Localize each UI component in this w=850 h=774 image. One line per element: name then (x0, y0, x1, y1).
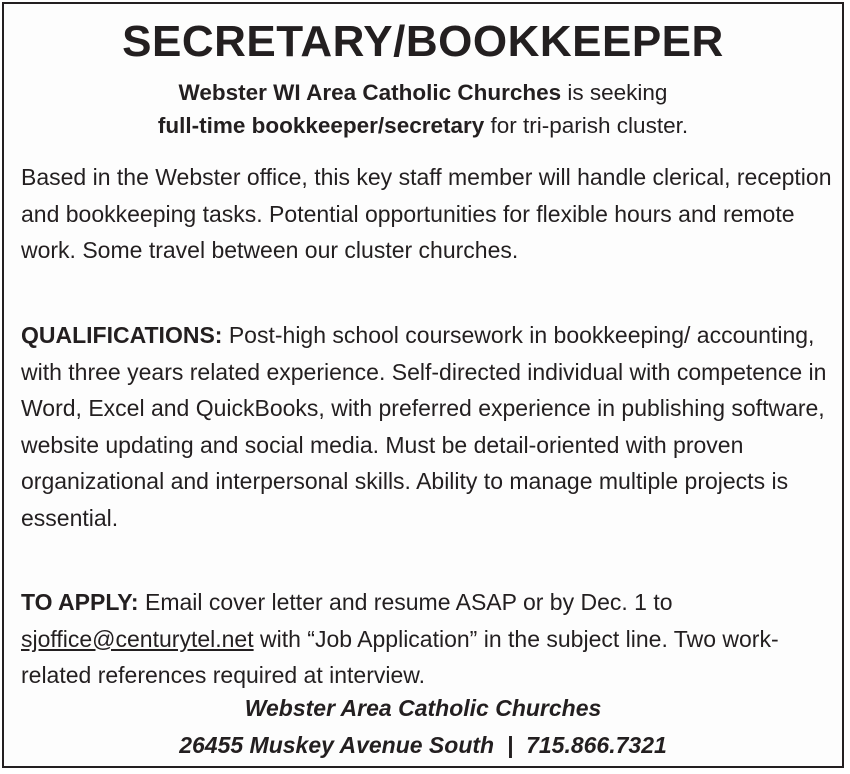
apply-text-before: Email cover letter and resume ASAP or by Dec. 1 to (138, 589, 673, 615)
apply-text-after: with “Job Application” in the subject line. Two work-related references required at interview. (21, 625, 779, 688)
email-link[interactable]: sjoffice@centurytel.net (21, 625, 254, 652)
apply (21, 584, 836, 694)
footer-org: Webster Area Catholic Churches (244, 695, 602, 721)
ad-title: SECRETARY/BOOKKEEPER (122, 17, 724, 66)
intro-text-2: for tri-parish cluster. (484, 113, 689, 138)
intro-line-2 (4, 109, 842, 142)
intro-text-1: is seeking (561, 80, 668, 105)
position-name: full-time bookkeeper/secretary (157, 113, 485, 138)
org-name: Webster WI Area Catholic Churches (178, 80, 562, 105)
qualifications-label: QUALIFICATIONS: (21, 322, 223, 348)
intro-line-1 (4, 76, 842, 109)
footer-address-phone: 26455 Muskey Avenue South | 715.866.7321 (179, 732, 667, 758)
qualifications-text: Post-high school coursework in bookkeeping/ accounting, with three years related experience. Self-directed individual with competence in Word, Excel and QuickBooks, with preferred experience in publishing software, website updating and social media. Must be detail-oriented with proven organizational and interpersonal skills. Ability to manage multiple projects is essential. (21, 322, 827, 531)
description: Based in the Webster office, this key staff member will handle clerical, reception and bookkeeping tasks. Potential opportunities for flexible hours and remote work. Some travel between our cluster churches. (21, 164, 832, 263)
qualifications (21, 317, 836, 536)
intro (4, 76, 842, 142)
job-ad (2, 2, 844, 768)
apply-label: TO APPLY: (21, 589, 139, 615)
